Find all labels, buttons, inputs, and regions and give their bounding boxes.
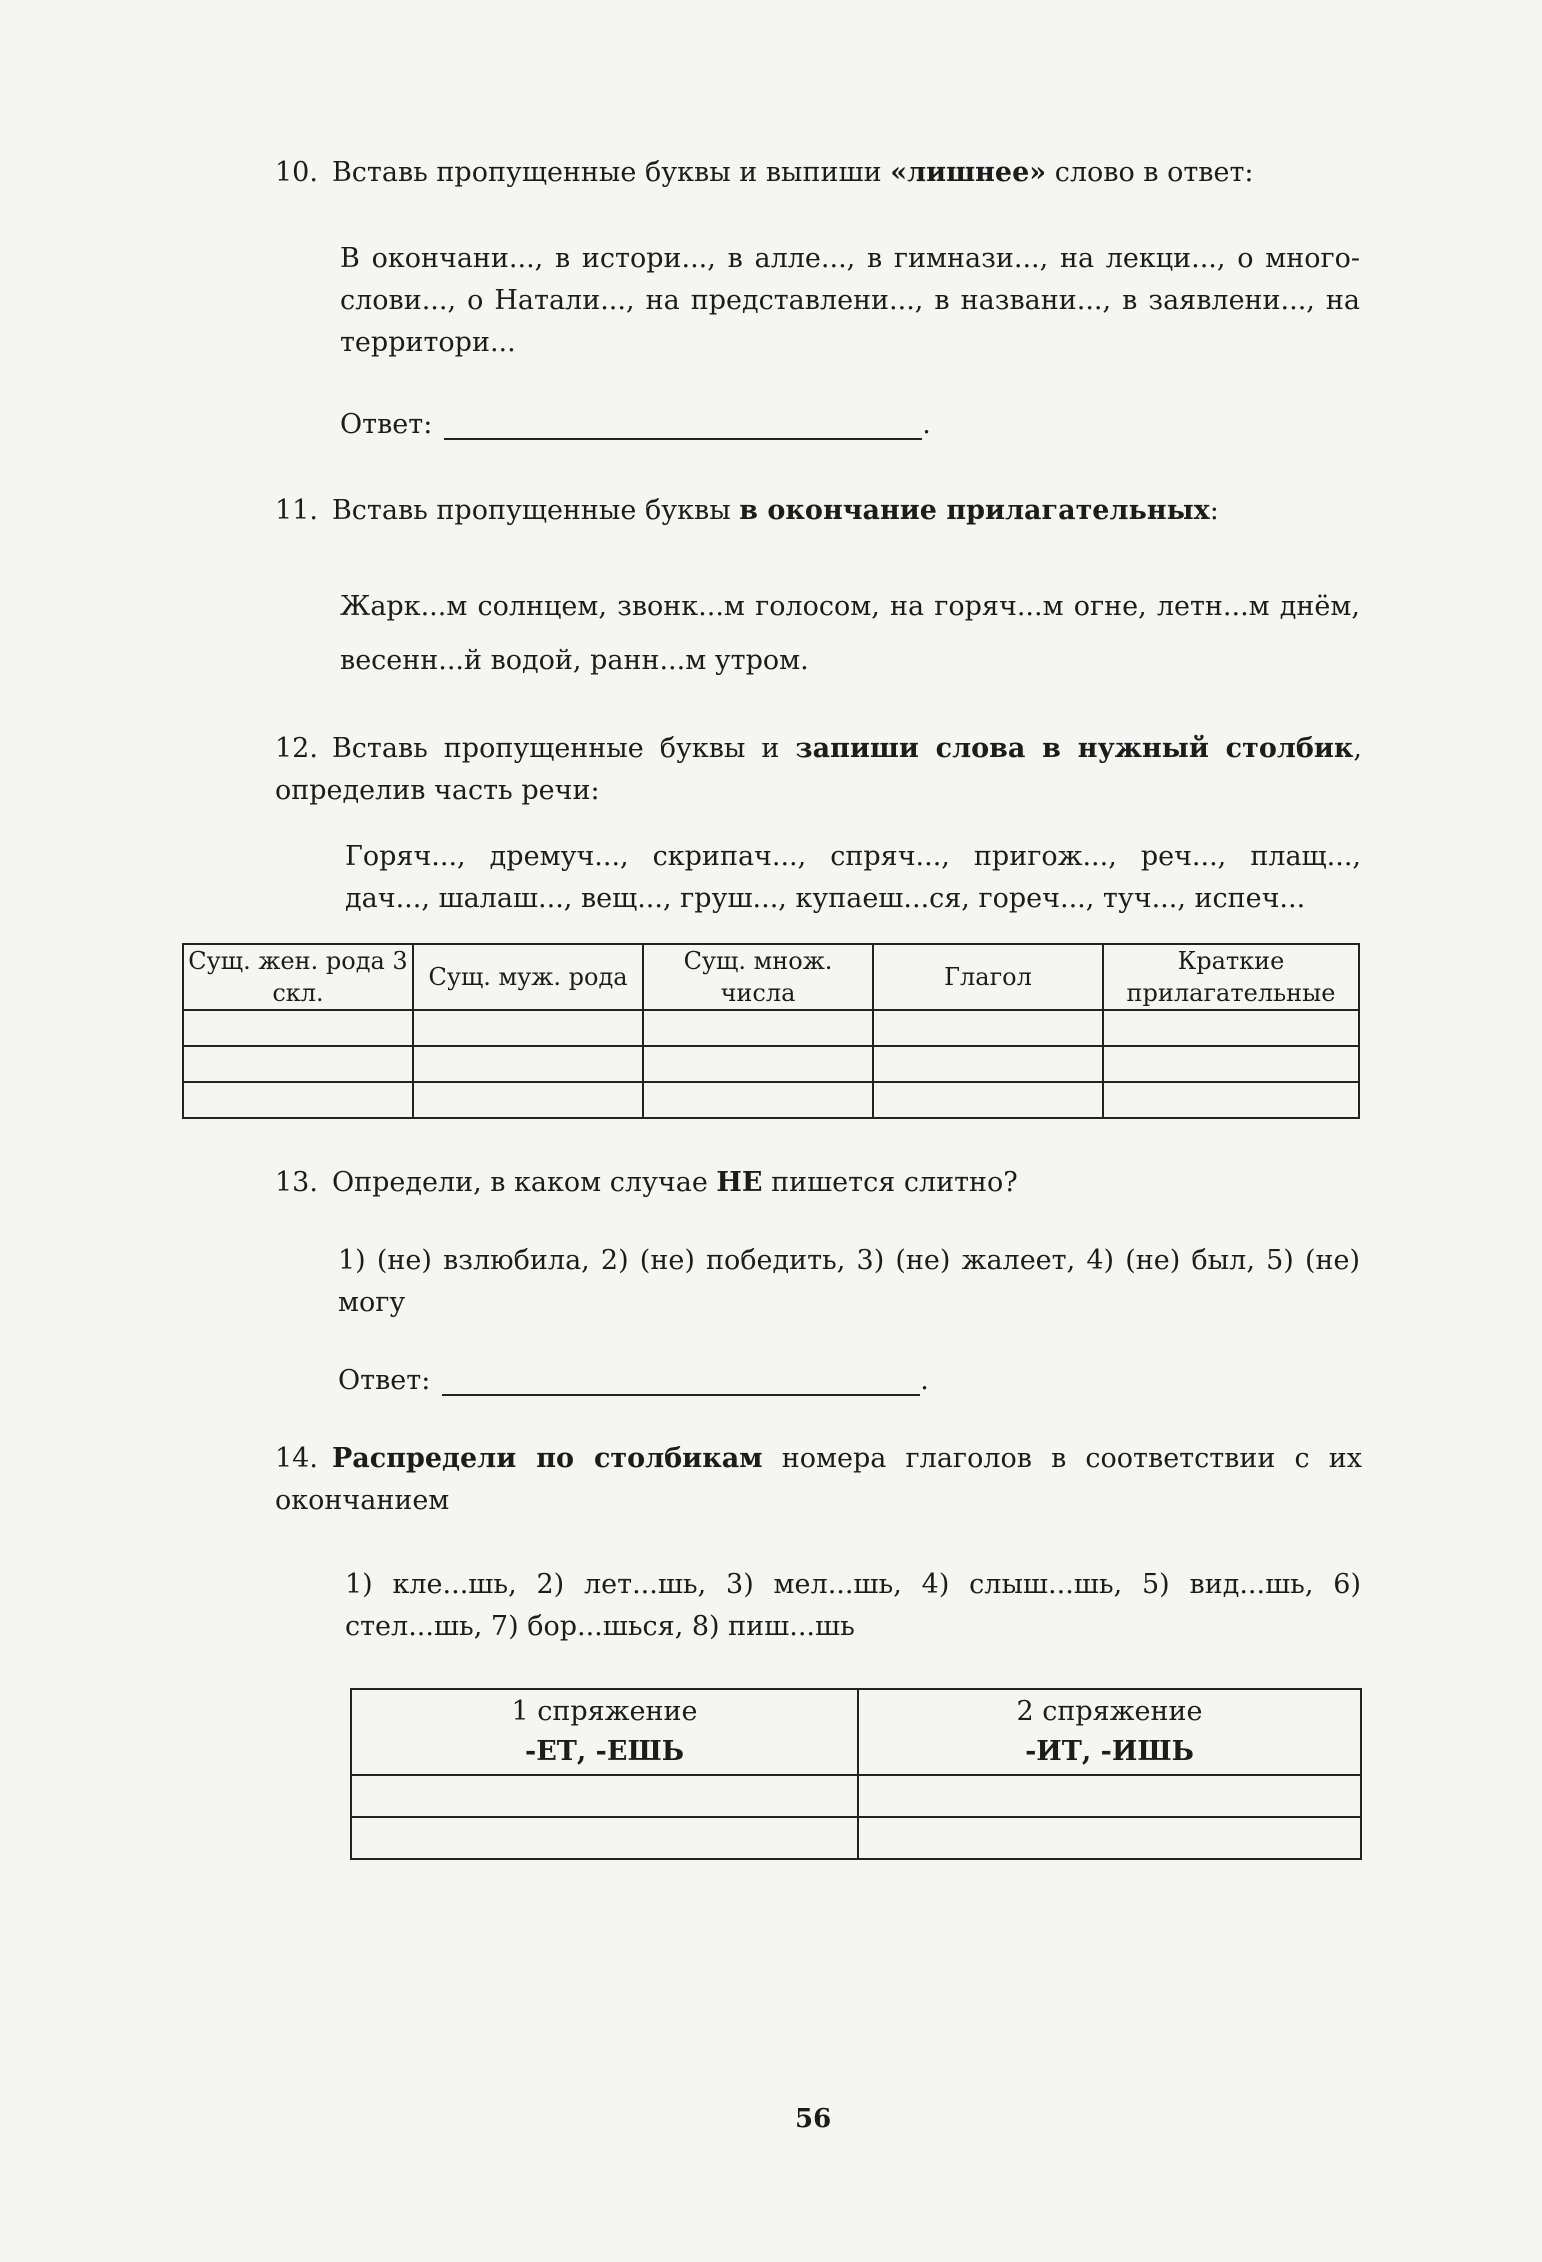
q12-col-fem: Сущ. жен. рода 3 скл. bbox=[183, 944, 413, 1010]
table-cell[interactable] bbox=[413, 1010, 643, 1046]
table-row bbox=[351, 1817, 1361, 1859]
q13-answer: Ответ: . bbox=[338, 1365, 929, 1396]
table-cell[interactable] bbox=[643, 1046, 873, 1082]
q12-text: Горяч..., дремуч..., скрипач..., спряч..., пригож..., реч..., плащ..., дач..., шалаш..., вещ..., груш..., купаеш...ся, гореч..., туч..., испеч... bbox=[345, 841, 1361, 914]
table-cell[interactable] bbox=[183, 1010, 413, 1046]
table-cell[interactable] bbox=[1103, 1046, 1359, 1082]
q14-col-conj1 bbox=[351, 1689, 858, 1775]
q10-number: 10. bbox=[275, 157, 318, 188]
table-cell[interactable] bbox=[643, 1082, 873, 1118]
q12-col-verb: Глагол bbox=[873, 944, 1103, 1010]
q10-answer-label: Ответ: bbox=[340, 409, 433, 440]
table-cell[interactable] bbox=[643, 1010, 873, 1046]
q10-answer: Ответ: . bbox=[340, 409, 931, 440]
table-cell[interactable] bbox=[413, 1046, 643, 1082]
table-cell[interactable] bbox=[351, 1775, 858, 1817]
q12-col-plural: Сущ. множ. числа bbox=[643, 944, 873, 1010]
table-row bbox=[183, 1010, 1359, 1046]
q12-table bbox=[182, 943, 1360, 1119]
q13-answer-field[interactable] bbox=[442, 1364, 920, 1396]
table-cell[interactable] bbox=[351, 1817, 858, 1859]
q14-col1-endings: -ЕТ, -ЕШЬ bbox=[525, 1736, 684, 1767]
table-cell[interactable] bbox=[873, 1010, 1103, 1046]
q10-answer-field[interactable] bbox=[444, 408, 922, 440]
q14-col-conj2 bbox=[858, 1689, 1361, 1775]
page-number: 56 bbox=[795, 2104, 832, 2134]
table-row bbox=[183, 1046, 1359, 1082]
q14-col1-title: 1 спряжение bbox=[511, 1696, 698, 1727]
q11-prompt: 11. Вставь пропущенные буквы в окончание прилагательных: bbox=[275, 495, 1219, 526]
table-cell[interactable] bbox=[183, 1082, 413, 1118]
q14-table bbox=[350, 1688, 1362, 1860]
q11-number: 11. bbox=[275, 495, 318, 526]
table-row bbox=[351, 1775, 1361, 1817]
q12-number: 12. bbox=[275, 733, 318, 764]
q14-prompt: 14. Распредели по столбикам номера глаголов в соответствии с их окончанием bbox=[275, 1443, 1362, 1516]
table-cell[interactable] bbox=[1103, 1082, 1359, 1118]
q12-col-masc: Сущ. муж. рода bbox=[413, 944, 643, 1010]
q14-col2-title: 2 спряжение bbox=[1016, 1696, 1203, 1727]
table-cell[interactable] bbox=[858, 1775, 1361, 1817]
table-row bbox=[183, 1082, 1359, 1118]
q12-prompt: 12. Вставь пропущенные буквы и запиши слова в нужный столбик, определив часть речи: bbox=[275, 733, 1362, 806]
table-cell[interactable] bbox=[413, 1082, 643, 1118]
table-cell[interactable] bbox=[1103, 1010, 1359, 1046]
table-cell[interactable] bbox=[873, 1082, 1103, 1118]
table-cell[interactable] bbox=[183, 1046, 413, 1082]
q13-prompt: 13. Определи, в каком случае НЕ пишется слитно? bbox=[275, 1167, 1018, 1198]
q12-col-short-adj: Краткие прилагательные bbox=[1103, 944, 1359, 1010]
q10-text: В окончани..., в истори..., в алле..., в гимнази..., на лекци..., о много-слови..., о Натали..., на представлени..., в названи..., в заявлени..., на территори... bbox=[340, 243, 1360, 358]
q11-text: Жарк...м солнцем, звонк...м голосом, на горяч...м огне, летн...м днём, весенн...й водой, ранн...м утром. bbox=[340, 591, 1360, 676]
q13-number: 13. bbox=[275, 1167, 318, 1198]
q10-prompt: 10. Вставь пропущенные буквы и выпиши «лишнее» слово в ответ: bbox=[275, 157, 1254, 188]
table-cell[interactable] bbox=[873, 1046, 1103, 1082]
q14-col2-endings: -ИТ, -ИШЬ bbox=[1025, 1736, 1194, 1767]
q14-text: 1) кле...шь, 2) лет...шь, 3) мел...шь, 4) слыш...шь, 5) вид...шь, 6) стел...шь, 7) бор...шься, 8) пиш...шь bbox=[345, 1569, 1361, 1642]
table-cell[interactable] bbox=[858, 1817, 1361, 1859]
q14-number: 14. bbox=[275, 1443, 318, 1474]
q13-answer-label: Ответ: bbox=[338, 1365, 431, 1396]
q13-text: 1) (не) взлюбила, 2) (не) победить, 3) (не) жалеет, 4) (не) был, 5) (не) могу bbox=[338, 1245, 1360, 1318]
